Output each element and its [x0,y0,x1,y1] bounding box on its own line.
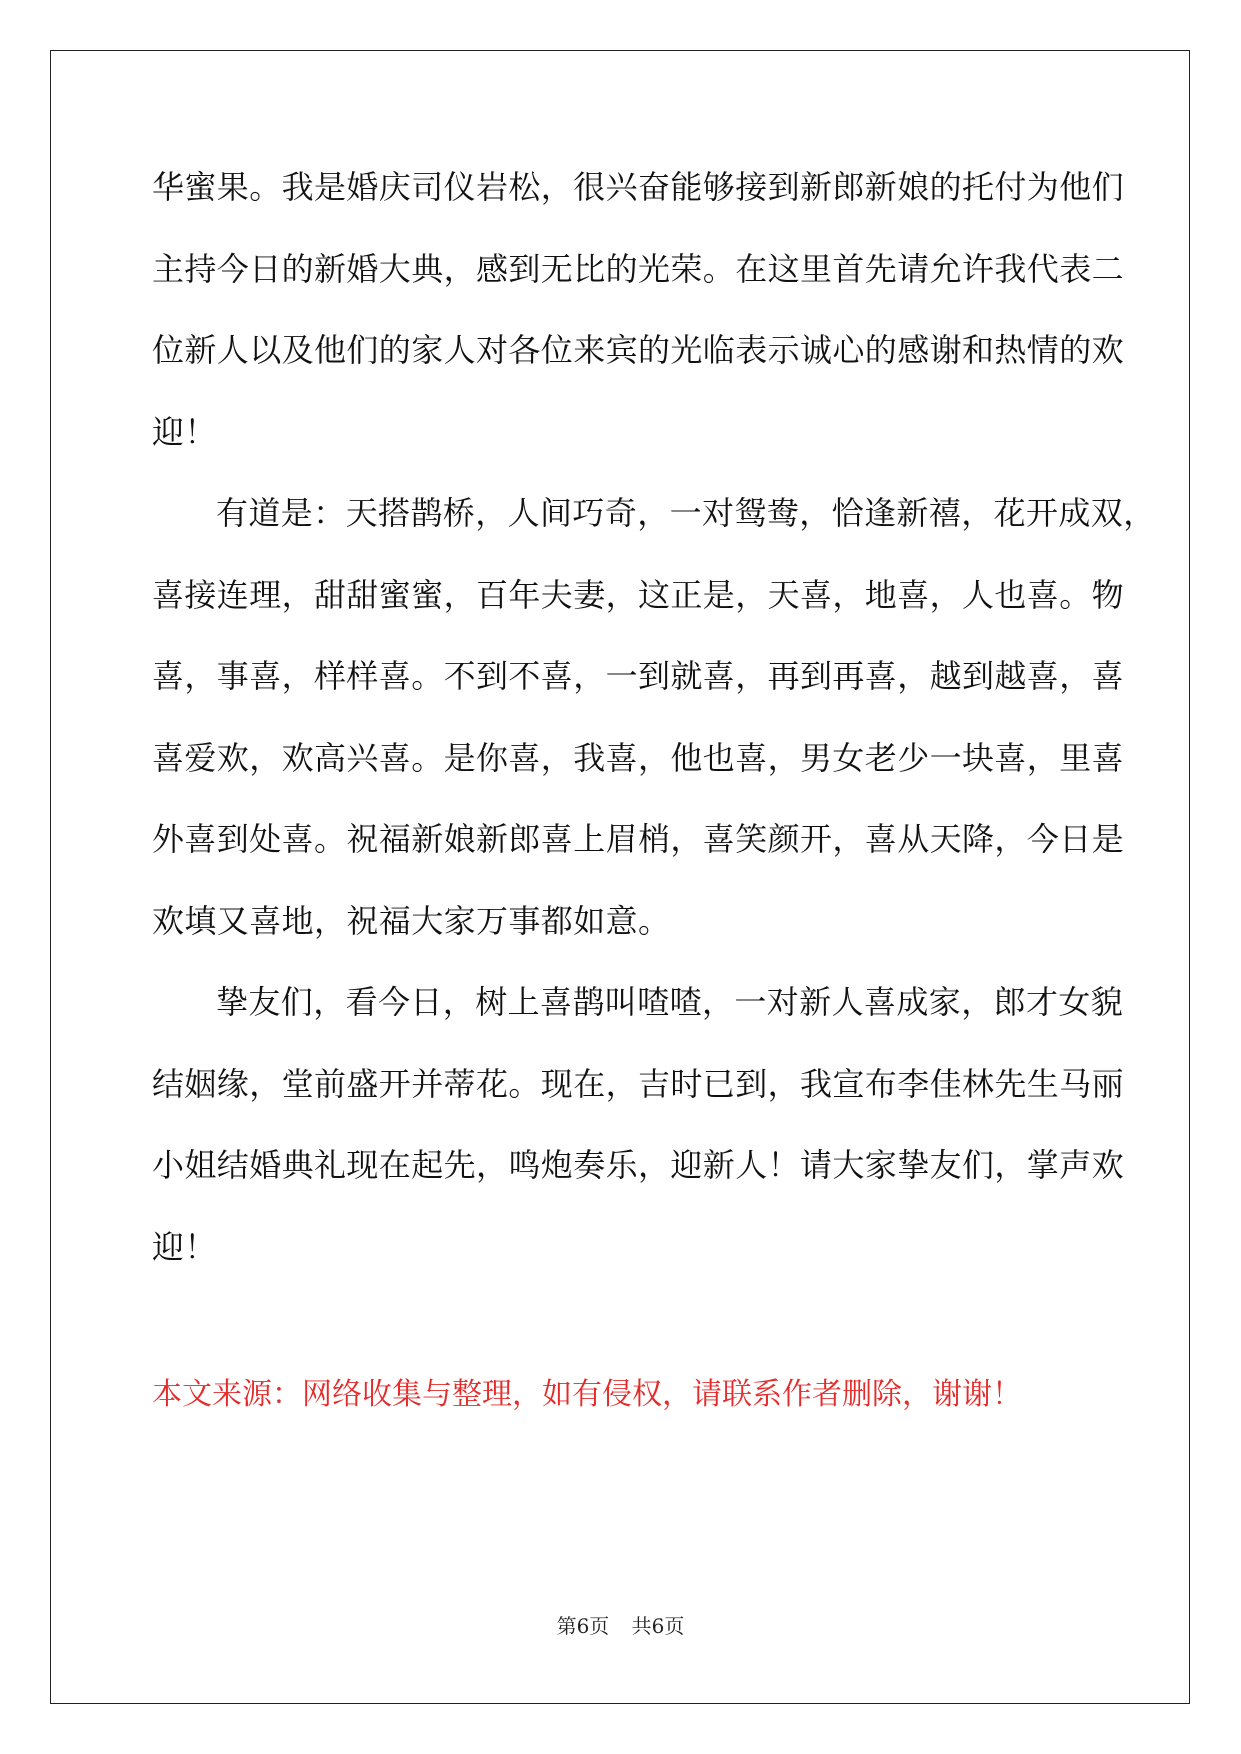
paragraph-line: 喜爱欢，欢高兴喜。是你喜，我喜，他也喜，男女老少一块喜，里喜 [152,738,1125,777]
document-body [152,160,1156,1301]
paragraph-line: 有道是：天搭鹊桥，人间巧奇，一对鸳鸯，恰逢新禧，花开成双， [216,494,1156,532]
paragraph-line: 结姻缘，堂前盛开并蒂花。现在，吉时已到，我宣布李佳林先生马丽 [152,1064,1125,1103]
current-page-label: 第6页 [556,1614,610,1638]
paragraph-line: 位新人以及他们的家人对各位来宾的光临表示诚心的感谢和热情的欢 [152,331,1125,369]
paragraph-line: 华蜜果。我是婚庆司仪岩松，很兴奋能够接到新郎新娘的托付为他们 [152,168,1125,206]
paragraph-line: 挚友们，看今日，树上喜鹊叫喳喳，一对新人喜成家，郎才女貌 [216,983,1124,1021]
paragraph-line: 欢填又喜地，祝福大家万事都如意。 [152,901,671,940]
source-disclaimer: 本文来源：网络收集与整理，如有侵权，请联系作者删除，谢谢！ [152,1377,1022,1412]
paragraph-line: 主持今日的新婚大典，感到无比的光荣。在这里首先请允许我代表二 [152,249,1125,288]
paragraph-2 [152,486,1156,975]
paragraph-3 [152,975,1125,1301]
paragraph-line: 喜，事喜，样样喜。不到不喜，一到就喜，再到再喜，越到越喜，喜 [152,657,1125,695]
paragraph-line: 喜接连理，甜甜蜜蜜，百年夫妻，这正是，天喜，地喜，人也喜。物 [152,575,1125,614]
total-pages-label: 共6页 [631,1614,685,1638]
paragraph-line: 小姐结婚典礼现在起先，鸣炮奏乐，迎新人！请大家挚友们，掌声欢 [152,1146,1125,1184]
page-footer [0,1610,1241,1639]
paragraph-1 [152,160,1125,486]
paragraph-line: 迎！ [152,412,217,451]
paragraph-line: 外喜到处喜。祝福新娘新郎喜上眉梢，喜笑颜开，喜从天降，今日是 [152,820,1125,858]
paragraph-line: 迎！ [152,1227,217,1266]
